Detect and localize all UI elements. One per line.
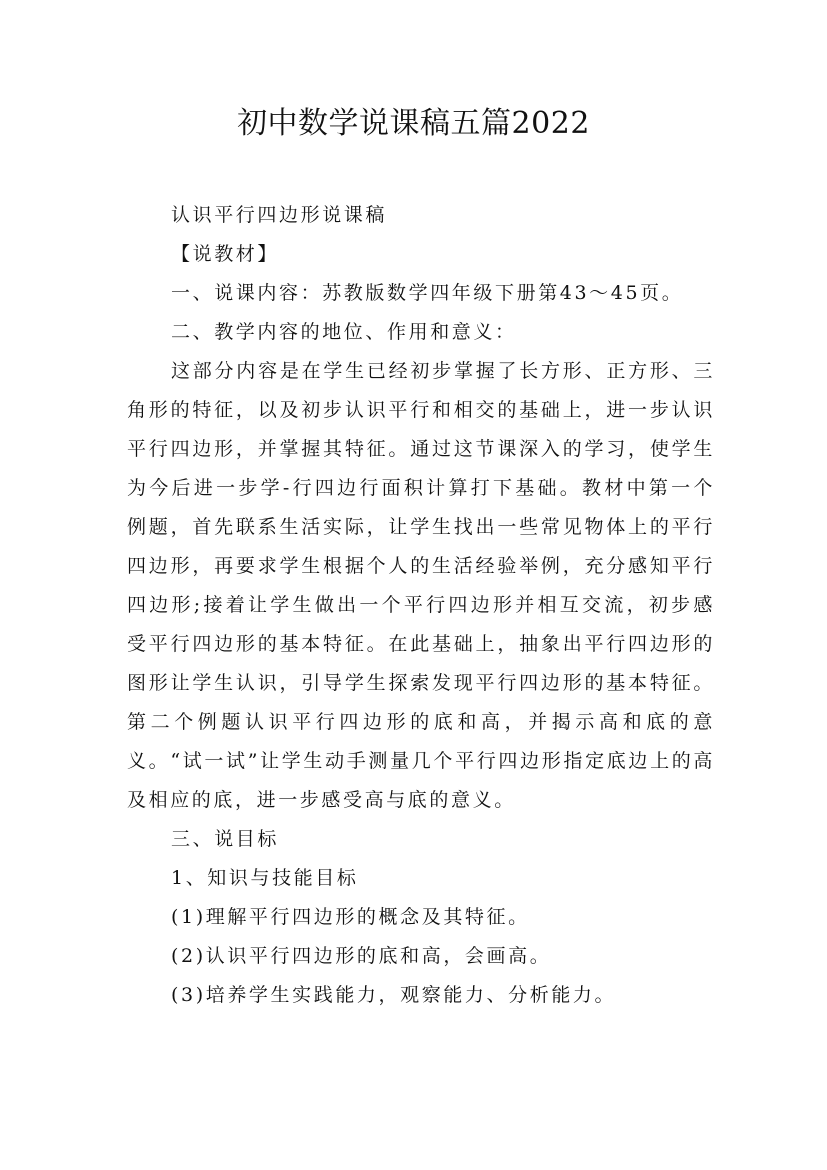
document-body	[127, 196, 715, 1015]
section-heading: 认识平行四边形说课稿	[171, 204, 388, 226]
list-item: (3)培养学生实践能力，观察能力、分析能力。	[171, 984, 617, 1006]
list-item: (1)理解平行四边形的概念及其特征。	[171, 906, 530, 928]
paragraph: 二、教学内容的地位、作用和意义：	[171, 321, 517, 343]
document-title: 初中数学说课稿五篇2022	[237, 106, 590, 141]
list-item: (2)认识平行四边形的底和高，会画高。	[171, 945, 552, 967]
section-heading: 三、说目标	[171, 828, 280, 850]
paragraph: 一、说课内容：苏教版数学四年级下册第43～45页。	[171, 282, 684, 304]
subsection-heading: 1、知识与技能目标	[171, 867, 359, 889]
body-paragraph: 这部分内容是在学生已经初步掌握了长方形、正方形、三角形的特征，以及初步认识平行和相交的基础上，进一步认识平行四边形，并掌握其特征。通过这节课深入的学习，使学生为今后进一步学-行四边行面积计算打下基础。教材中第一个例题，首先联系生活实际，让学生找出一些常见物体上的平行四边形，再要求学生根据个人的生活经验举例，充分感知平行四边形;接着让学生做出一个平行四边形并相互交流，初步感受平行四边形的基本特征。在此基础上，抽象出平行四边形的图形让学生认识，引导学生探索发现平行四边形的基本特征。第二个例题认识平行四边形的底和高，并揭示高和底的意义。“试一试”让学生动手测量几个平行四边形指定底边上的高及相应的底，进一步感受高与底的意义。	[127, 360, 715, 811]
section-label: 【说教材】	[171, 243, 280, 265]
